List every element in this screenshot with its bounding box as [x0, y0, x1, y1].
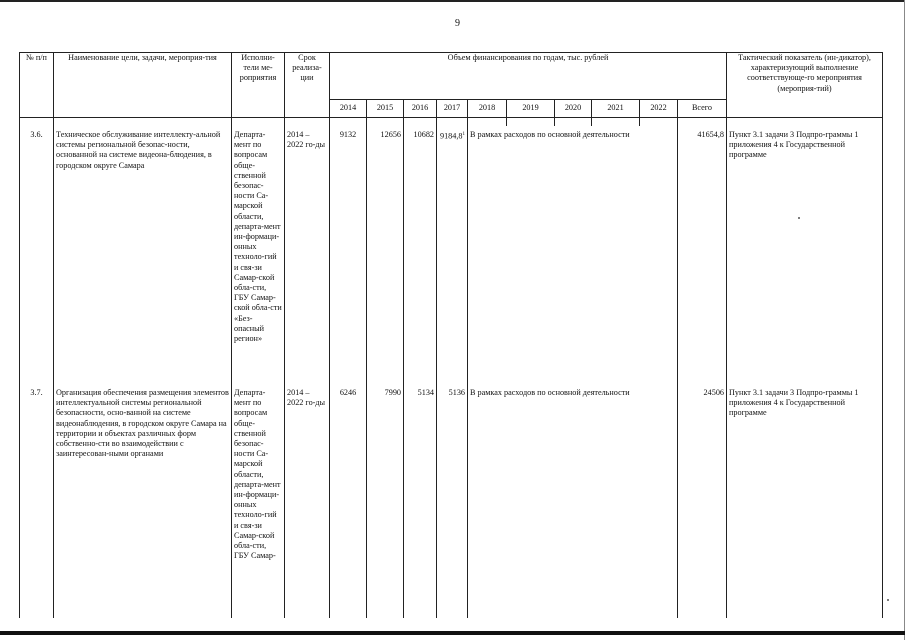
- row-executors: Департа-мент по вопросам обще-ственной безопас-ности Са-марской области, департа-мент ин-формаци-онных техноло-гий и свя-зи Самар-ской обла-сти, ГБУ Самар-: [232, 384, 285, 618]
- row-term: 2014 – 2022 го-ды: [285, 126, 330, 384]
- scan-speck: [798, 217, 800, 219]
- header-year-2014: 2014: [330, 99, 367, 117]
- row-activity-name: Техническое обслуживание интеллекту-альной системы региональной безопас-ности, основанной на системе видеона-блюдения, в городском округе Самара: [54, 126, 232, 384]
- spacer-row: [20, 118, 883, 127]
- row-value-2017: 5136: [437, 384, 468, 618]
- scan-speck: [887, 599, 889, 601]
- row-note: В рамках расходов по основной деятельности: [468, 384, 678, 618]
- footnote-mark: 1: [462, 132, 465, 137]
- row-note: В рамках расходов по основной деятельности: [468, 126, 678, 384]
- row-value-2015: 12656: [367, 126, 404, 384]
- page-number: 9: [455, 18, 460, 29]
- header-row-1: [20, 53, 883, 100]
- row-value-2016: 5134: [404, 384, 437, 618]
- row-executors: Департа-мент по вопросам обще-ственной безопас-ности Са-марской области, департа-мент ин-формаци-онных техноло-гий и свя-зи Самар-ской обла-сти, ГБУ Самар-ской обла-сти «Без-опасный регион»: [232, 126, 285, 384]
- row-term: 2014 – 2022 го-ды: [285, 384, 330, 618]
- header-year-2015: 2015: [367, 99, 404, 117]
- table-row: [20, 384, 883, 618]
- header-name: Наименование цели, задачи, мероприя-тия: [54, 53, 232, 118]
- header-year-2022: 2022: [640, 99, 678, 117]
- table-row: [20, 126, 883, 384]
- header-indicator: Тактический показатель (ин-дикатор), характеризующий выполнение соответствующе-го мероприятия (мероприя-тий): [727, 53, 883, 118]
- header-year-2021: 2021: [592, 99, 640, 117]
- row-indicator: Пункт 3.1 задачи 3 Подпро-граммы 1 приложения 4 к Государственной программе: [727, 126, 883, 384]
- header-term: Срок реализа-ции: [285, 53, 330, 118]
- row-value-2017: 9184,8$^1$: [437, 126, 468, 384]
- header-year-2018: 2018: [468, 99, 507, 117]
- row-value-2015: 7990: [367, 384, 404, 618]
- row-value-2016: 10682: [404, 126, 437, 384]
- header-year-2020: 2020: [555, 99, 592, 117]
- header-num: № п/п: [20, 53, 54, 118]
- row-total: 24506: [678, 384, 727, 618]
- header-year-2017: 2017: [437, 99, 468, 117]
- row-value-2014: 6246: [330, 384, 367, 618]
- page-top-border: [0, 0, 905, 2]
- row-indicator: Пункт 3.1 задачи 3 Подпро-граммы 1 приложения 4 к Государственной программе: [727, 384, 883, 618]
- header-total: Всего: [678, 99, 727, 117]
- page-bottom-border: [0, 631, 905, 635]
- row-activity-name: Организация обеспечения размещения элементов интеллектуальной системы региональной безопасности, осно-ванной на системе видеонаблюдения, в городском округе Самара на территории и объектах различных форм собственно-сти во взаимодействии с заинтересован-ными органами: [54, 384, 232, 618]
- financing-table: [19, 52, 883, 618]
- row-number: 3.6.: [20, 126, 54, 384]
- row-value-2014: 9132: [330, 126, 367, 384]
- row-total: 41654,8: [678, 126, 727, 384]
- header-financing: Объем финансирования по годам, тыс. рублей: [330, 53, 727, 100]
- header-year-2019: 2019: [507, 99, 555, 117]
- header-year-2016: 2016: [404, 99, 437, 117]
- row-number: 3.7.: [20, 384, 54, 618]
- header-executors: Исполни-тели ме-роприятия: [232, 53, 285, 118]
